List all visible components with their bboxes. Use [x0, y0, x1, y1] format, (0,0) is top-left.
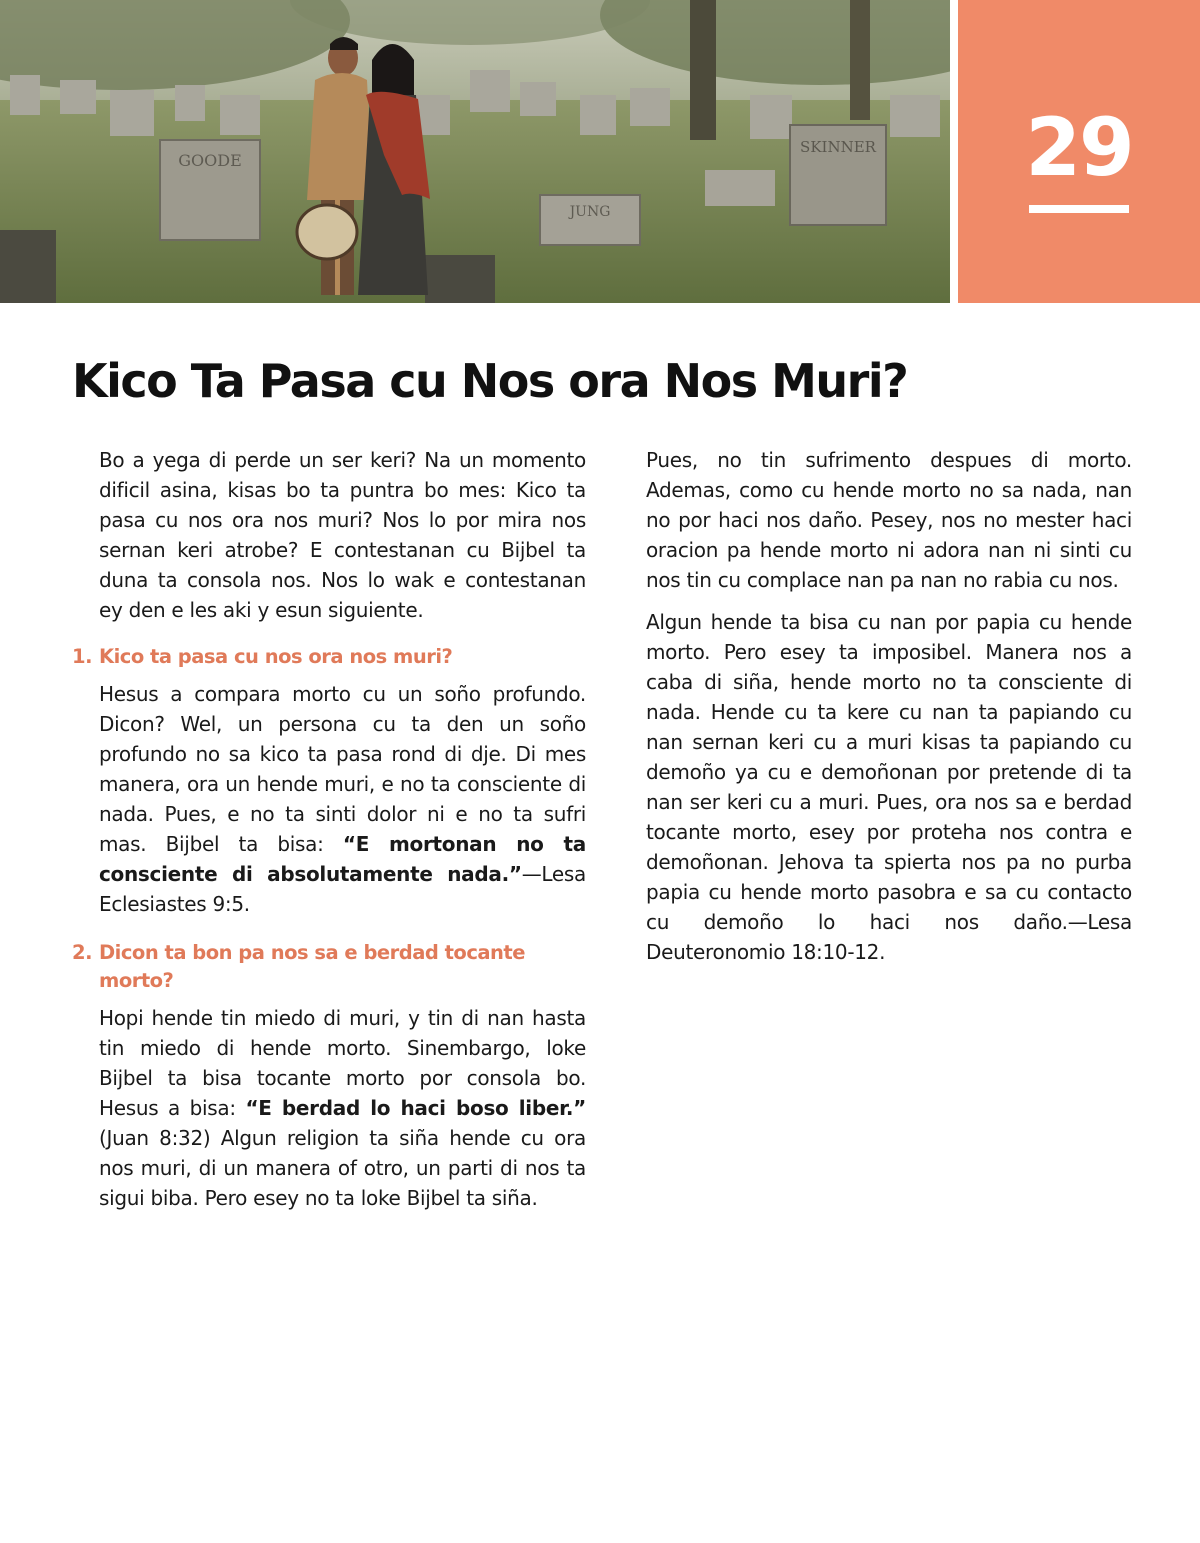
question-heading-2: [72, 939, 586, 995]
scripture-quote: “E mortonan no ta consciente di absolutamente nada.”: [99, 832, 586, 886]
scripture-reference: —Lesa Eclesiastes 9:5.: [99, 862, 586, 916]
question-number: 1.: [72, 645, 92, 668]
question-text: Dicon ta bon pa nos sa e berdad tocante morto?: [99, 941, 525, 992]
scripture-quote: “E berdad lo haci boso liber.”: [245, 1096, 586, 1120]
cemetery-photo: [0, 0, 950, 303]
answer-paragraph-2: [99, 1003, 586, 1213]
intro-paragraph: Bo a yega di perde un ser keri? Na un momento dificil asina, kisas bo ta puntra bo mes: Kico ta pasa cu nos ora nos muri? Nos lo por mira nos sernan keri atrobe? E contestanan cu Bijbel ta duna ta consola nos. Nos lo wak e contestanan ey den e les aki y esun siguiente.: [99, 448, 586, 622]
question-number: 2.: [72, 941, 92, 964]
lesson-number: 29: [1025, 101, 1133, 194]
headstone-name-goode: GOODE: [178, 151, 242, 170]
question-heading-1: [72, 643, 586, 671]
question-text: Kico ta pasa cu nos ora nos muri?: [99, 645, 453, 668]
headstone-name-jung: JUNG: [569, 204, 611, 220]
answer-text-continued: (Juan 8:32) Algun religion ta siña hende cu ora nos muri, di un manera of otro, un parti di nos ta sigui biba. Pero esey no ta loke Bijbel ta siña.: [99, 1126, 586, 1210]
lesson-number-block: [958, 0, 1200, 303]
page-title: Kico Ta Pasa cu Nos ora Nos Muri?: [72, 354, 908, 408]
answer-text: Hesus a compara morto cu un soño profundo. Dicon? Wel, un persona cu ta den un soño profundo no sa kico ta pasa rond di dje. Di mes manera, ora un hende muri, e no ta consciente di nada. Pues, e no ta sinti dolor ni e no ta sufri mas. Bijbel ta bisa:: [99, 682, 586, 856]
right-column: [646, 445, 1132, 967]
headstone-name-skinner: SKINNER: [800, 138, 876, 156]
body-paragraph: Pues, no tin sufrimento despues di morto. Ademas, como cu hende morto no sa nada, nan no por haci nos daño. Pesey, nos no mester haci oracion pa hende morto ni adora nan ni sinti cu nos tin cu complace nan pa nan no rabia cu nos.: [646, 448, 1132, 592]
body-paragraph: Algun hende ta bisa cu nan por papia cu hende morto. Pero esey ta imposibel. Manera nos a caba di siña, hende morto no ta consciente di nada. Hende cu ta kere cu nan ta papiando cu nan sernan keri cu a muri kisas ta papiando cu demoño ya cu e demoñonan por pretende di ta nan ser keri cu a muri. Pues, ora nos sa e berdad tocante morto, esey por proteha nos contra e demoñonan. Jehova ta spierta nos pa no purba papia cu hende morto pasobra e sa cu contacto cu demoño lo haci nos daño.—Lesa Deuteronomio 18:10-12.: [646, 610, 1132, 964]
answer-paragraph-1: [99, 679, 586, 919]
lesson-number-underline: [1029, 205, 1129, 213]
answer-text: Hopi hende tin miedo di muri, y tin di nan hasta tin miedo di hende morto. Sinembargo, loke Bijbel ta bisa tocante morto por consola bo. Hesus a bisa:: [99, 1006, 586, 1120]
left-column: [72, 445, 586, 1213]
